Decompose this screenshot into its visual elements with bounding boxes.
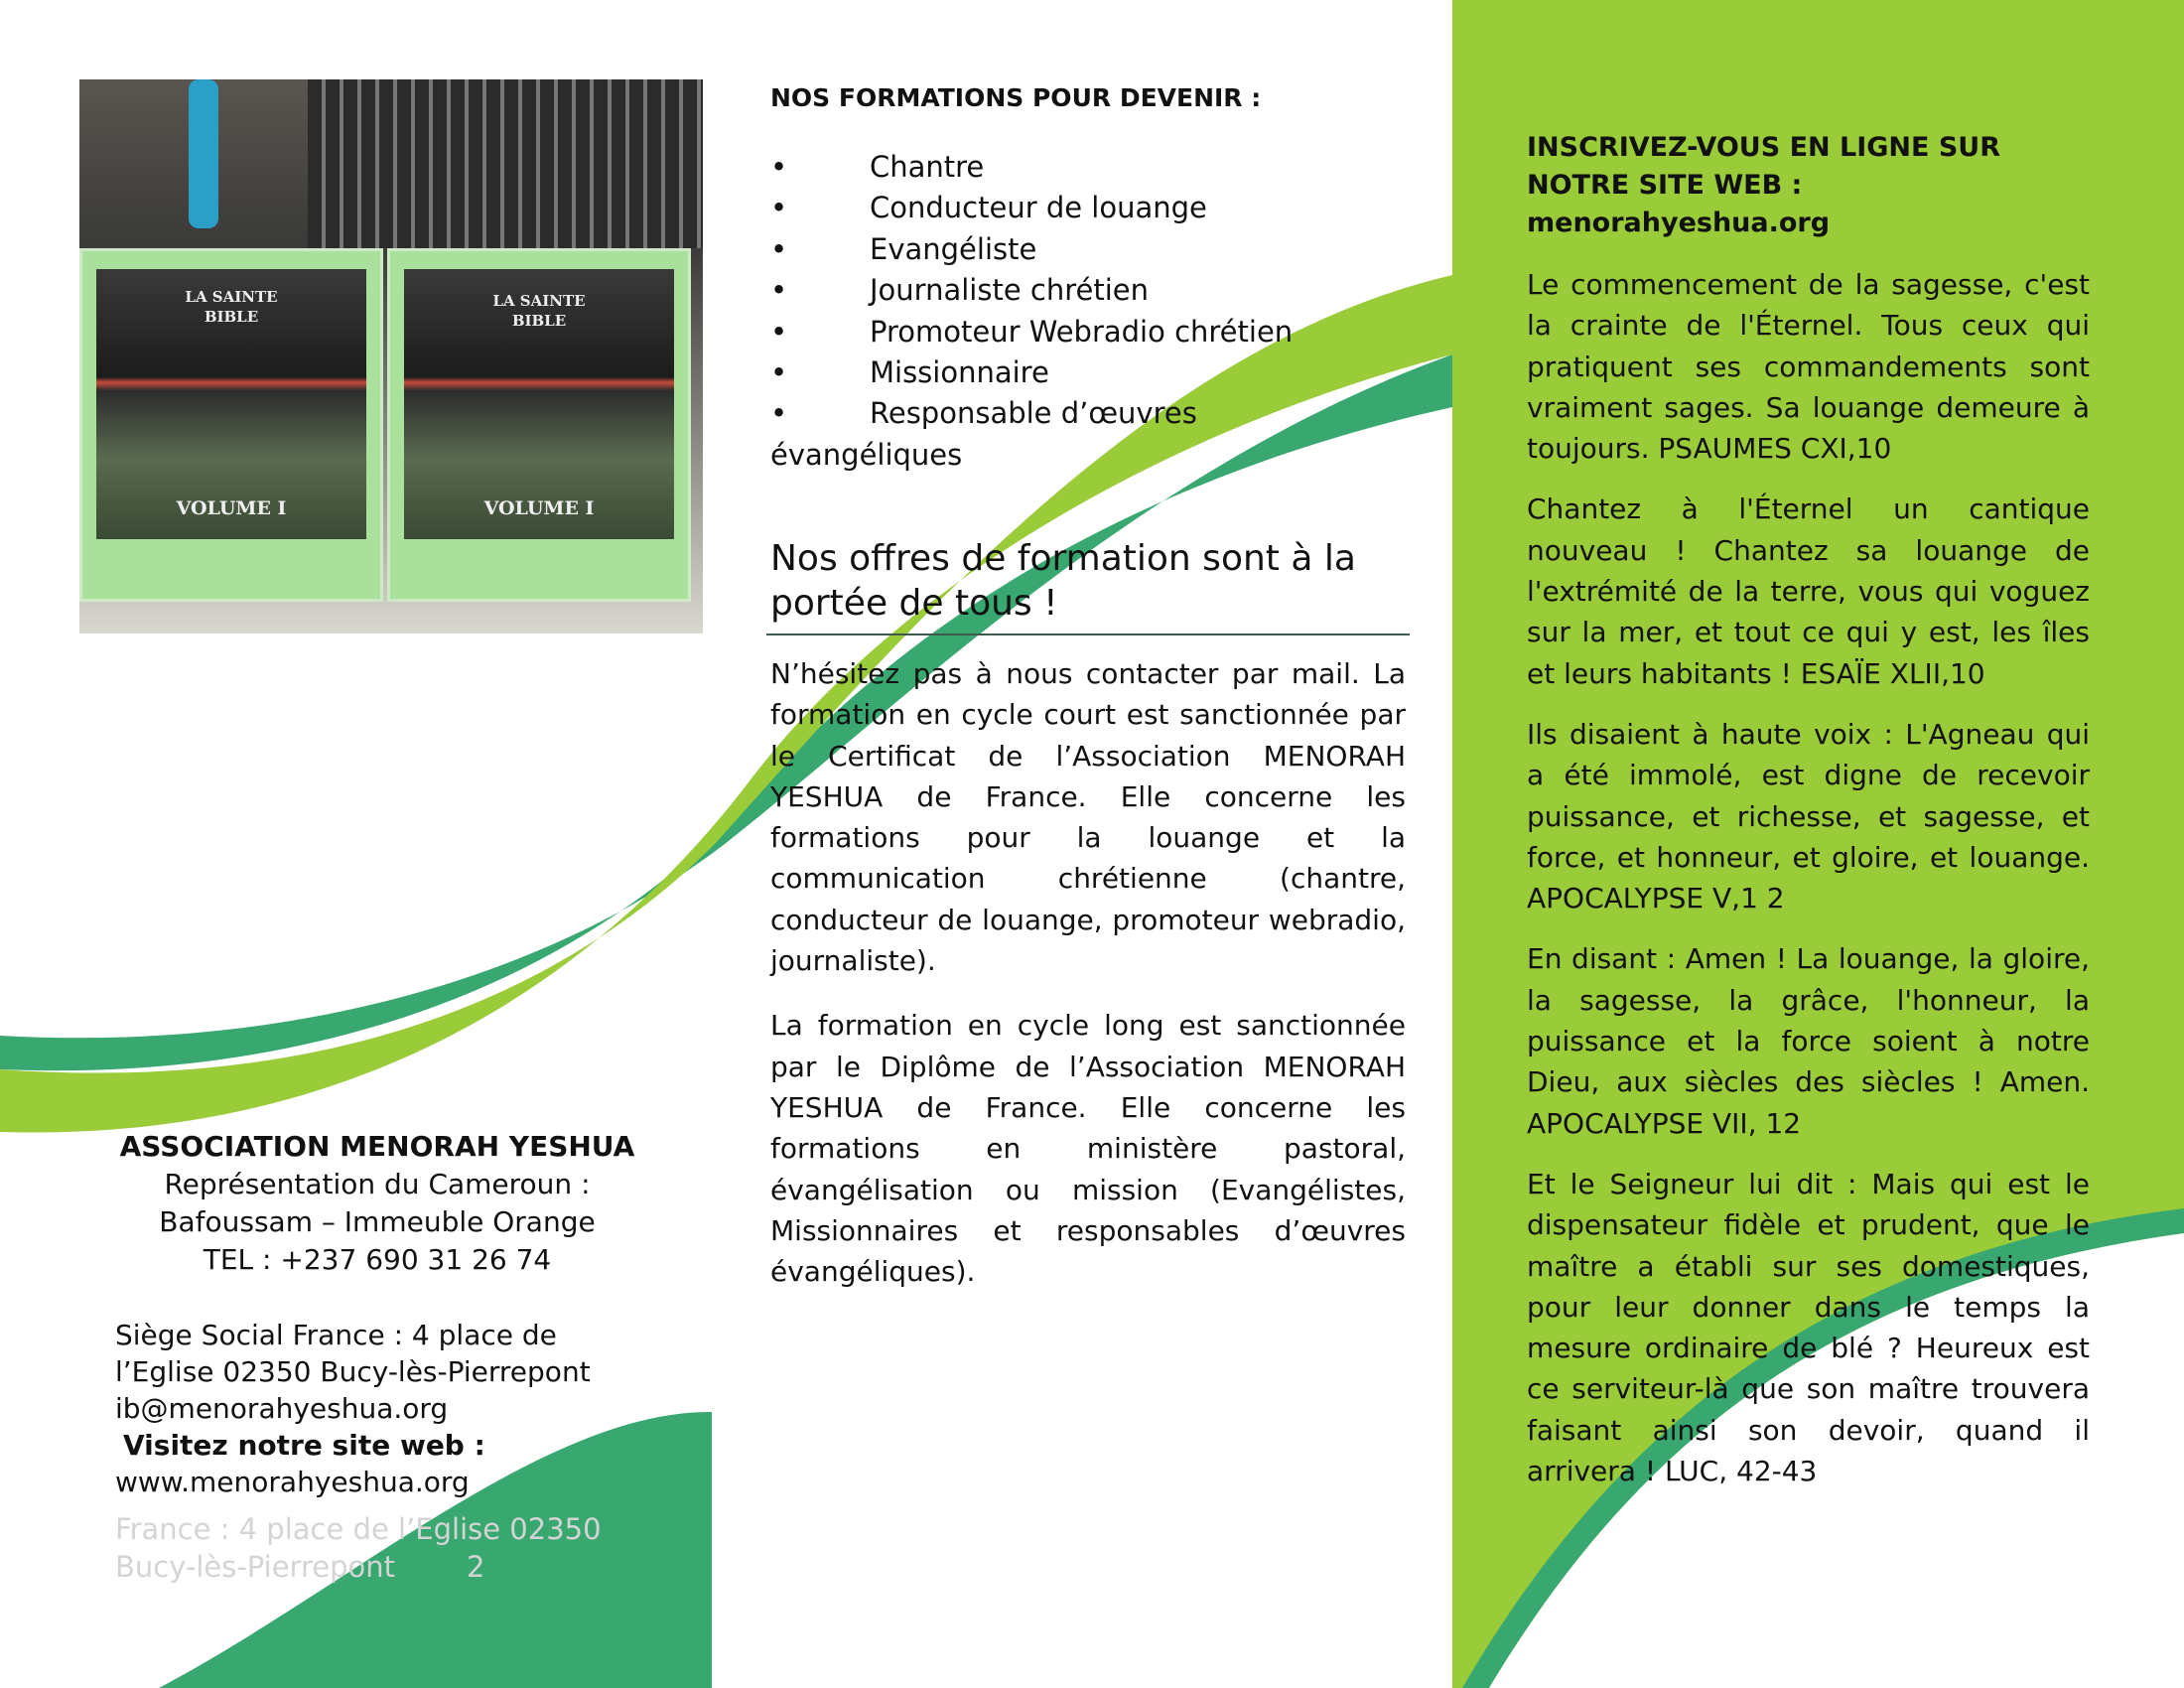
bullet: •: [770, 231, 788, 266]
book-title: BIBLE: [204, 308, 259, 326]
microphone: [189, 79, 218, 228]
ghost-text: France : 4 place de l’Eglise 02350: [115, 1512, 602, 1546]
list-item: [770, 352, 1406, 393]
book-title: BIBLE: [511, 312, 567, 330]
bible-box-left: [79, 248, 383, 602]
list-item-label: Missionnaire: [870, 355, 1049, 390]
bullet: •: [770, 314, 788, 349]
verse-paragraph: Ils disaient à haute voix : L'Agneau qui a été immolé, est digne de recevoir puissance, et richesse, et sagesse, et force, et honneur, et gloire, et louange. APOCALYPSE V,1 2: [1527, 717, 2090, 915]
offers-section: [770, 536, 1406, 1292]
contact-france: [115, 1317, 711, 1500]
list-item-label: Chantre: [870, 150, 985, 184]
list-item-label: Conducteur de louange: [870, 191, 1207, 225]
book-volume: VOLUME I: [176, 497, 287, 519]
list-item-label: Journaliste chrétien: [870, 273, 1149, 308]
list-item-label: Responsable d’œuvres: [870, 396, 1197, 431]
verse-paragraph: Le commencement de la sagesse, c'est la crainte de l'Éternel. Tous ceux qui pratiquent ses commandements sont vraiment sages. Sa louange demeure à toujours. PSAUMES CXI,10: [1527, 268, 2090, 466]
visit-website-label: Visitez notre site web :: [123, 1429, 485, 1462]
offers-paragraph-short-cycle: N’hésitez pas à nous contacter par mail. La formation en cycle court est sanctionnée par le Certificat de l’Association MENORAH YESHUA de France. Elle concerne les formations pour la louange et la communication chrétienne (chantre, conducteur de louange, promoteur webradio, journaliste).: [770, 657, 1406, 978]
list-item: [770, 312, 1406, 352]
cameroon-address: Bafoussam – Immeuble Orange: [159, 1205, 596, 1238]
bullet: •: [770, 191, 788, 225]
bible-photo: [79, 79, 703, 633]
list-item: [770, 229, 1406, 270]
offers-heading: Nos offres de formation sont à la portée de tous !: [770, 538, 1356, 624]
book-title: LA SAINTE: [492, 292, 586, 310]
formations-title: NOS FORMATIONS POUR DEVENIR :: [770, 83, 1262, 112]
offers-paragraph-long-cycle: La formation en cycle long est sanctionnée par le Diplôme de l’Association MENORAH YESHUA de France. Elle concerne les formations en ministère pastoral, évangélisation ou mission (Evangélistes, Missionnaires et responsables d’œuvres évangéliques).: [770, 1009, 1406, 1289]
book-volume: VOLUME I: [483, 497, 595, 519]
bullet: •: [770, 355, 788, 390]
verse-paragraph: En disant : Amen ! La louange, la gloire, la sagesse, la grâce, l'honneur, la puissance et la force soient à notre Dieu, aux siècles des siècles ! Amen. APOCALYPSE VII, 12: [1527, 942, 2090, 1140]
list-item: [770, 147, 1406, 188]
bible-box-right: [387, 248, 691, 602]
verse-paragraph: Chantez à l'Éternel un cantique nouveau ! Chantez sa louange de l'extrémité de la terre, vous qui voguez sur la mer, et tout ce qui y est, les îles et leurs habitants ! ESAÏE XLII,10: [1527, 492, 2090, 690]
phone-number: TEL : +237 690 31 26 74: [203, 1243, 552, 1276]
verse-paragraph: Et le Seigneur lui dit : Mais qui est le dispensateur fidèle et prudent, que le maître a établi sur ses domestiques, pour leur donner dans le temps la mesure ordinaire de blé ? Heureux est ce serviteur-là que son maître trouvera faisant ainsi son devoir, quand il arrivera ! LUC, 42-43: [1527, 1167, 2090, 1488]
contact-cameroon: [79, 1128, 675, 1279]
ghost-text: 2: [467, 1550, 485, 1584]
formations-list: [770, 147, 1406, 435]
website-link[interactable]: www.menorahyeshua.org: [115, 1466, 470, 1498]
book-title: LA SAINTE: [185, 288, 278, 306]
audio-mixer: [308, 79, 703, 248]
siege-address-line1: Siège Social France : 4 place de: [115, 1319, 557, 1351]
list-item-label: Evangéliste: [870, 231, 1037, 266]
verses-list: [1527, 264, 2090, 1491]
right-column: [1527, 129, 2090, 1511]
signup-heading: INSCRIVEZ-VOUS EN LIGNE SUR NOTRE SITE WEB : menorahyeshua.org: [1527, 132, 2001, 238]
list-item: [770, 270, 1406, 311]
siege-address-line2: l’Eglise 02350 Bucy-lès-Pierrepont: [115, 1355, 591, 1388]
list-item-label: Promoteur Webradio chrétien: [870, 314, 1294, 349]
list-item: [770, 393, 1406, 434]
organization-name: ASSOCIATION MENORAH YESHUA: [119, 1130, 635, 1163]
list-item: [770, 188, 1406, 228]
bullet: •: [770, 396, 788, 431]
email-link[interactable]: ib@menorahyeshua.org: [115, 1392, 449, 1425]
representation-label: Représentation du Cameroun :: [164, 1168, 591, 1200]
bullet: •: [770, 150, 788, 184]
bullet: •: [770, 273, 788, 308]
list-item-continuation: évangéliques: [770, 438, 963, 472]
heading-divider: [766, 633, 1410, 635]
ghost-text: Bucy-lès-Pierrepont: [115, 1550, 395, 1584]
